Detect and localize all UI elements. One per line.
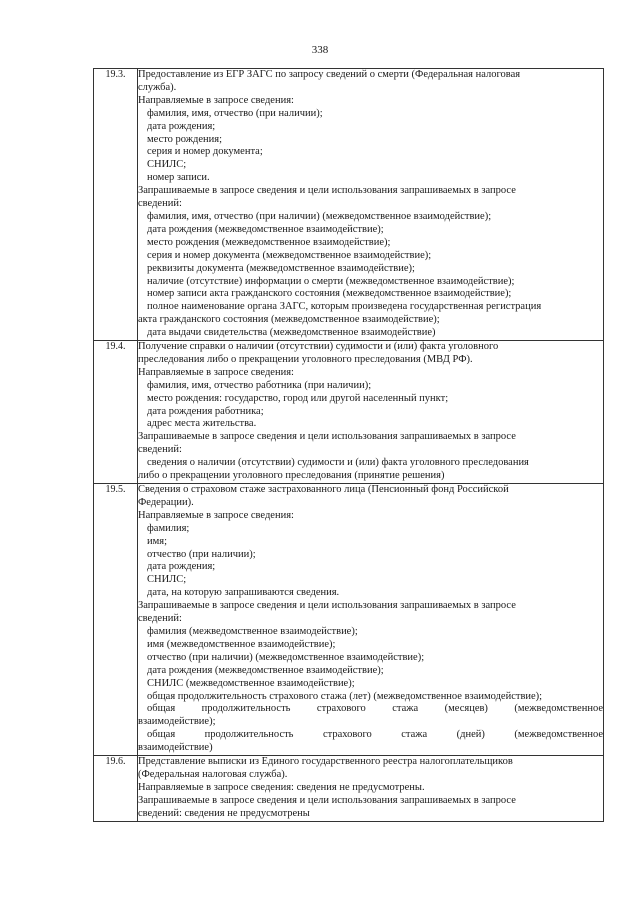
text-line: общая продолжительность страхового стажа (лет) (межведомственное взаимодействие); xyxy=(147,690,543,702)
text-line: сведений: xyxy=(138,198,182,210)
text-line: номер записи акта гражданского состояния (межведомственное взаимодействие); xyxy=(147,288,512,300)
row-number: 19.5. xyxy=(94,484,138,756)
requirements-table xyxy=(93,68,604,822)
text-line: Предоставление из ЕГР ЗАГС по запросу сведений о смерти (Федеральная налоговая xyxy=(138,69,521,80)
text-line: дата рождения; xyxy=(147,561,216,573)
text-line: место рождения; xyxy=(147,133,223,145)
text-line: дата выдачи свидетельства (межведомственное взаимодействие) xyxy=(147,327,436,339)
table-body xyxy=(94,69,604,822)
text-line: сведений: сведения не предусмотрены xyxy=(138,807,310,819)
text-line: серия и номер документа (межведомственное взаимодействие); xyxy=(147,249,432,261)
table-row xyxy=(94,484,604,756)
text-line: Направляемые в запросе сведения: xyxy=(138,366,294,378)
text-line: Представление выписки из Единого государственного реестра налогоплательщиков xyxy=(138,756,513,768)
row-content xyxy=(138,69,604,341)
row-number: 19.3. xyxy=(94,69,138,341)
text-line: место рождения: государство, город или другой населенный пункт; xyxy=(147,392,449,404)
text-line: общая продолжительность страхового стажа (месяцев) (межведомственное xyxy=(147,703,603,715)
text-line: дата рождения (межведомственное взаимодействие); xyxy=(147,223,384,235)
text-line: фамилия, имя, отчество (при наличии); xyxy=(147,107,323,119)
text-line: акта гражданского состояния (межведомственное взаимодействие); xyxy=(138,314,440,326)
text-line: взаимодействие) xyxy=(138,742,213,754)
text-line: сведений: xyxy=(138,613,182,625)
text-line: дата, на которую запрашиваются сведения. xyxy=(147,587,340,599)
text-line: Запрашиваемые в запросе сведения и цели использования запрашиваемых в запросе xyxy=(138,600,516,612)
text-line: фамилия, имя, отчество работника (при наличии); xyxy=(147,379,372,391)
text-line: служба). xyxy=(138,81,177,93)
text-line: номер записи. xyxy=(147,172,210,184)
text-line: СНИЛС; xyxy=(147,574,187,586)
text-line: фамилия; xyxy=(147,522,190,534)
text-line: наличие (отсутствие) информации о смерти (межведомственное взаимодействие); xyxy=(147,275,515,287)
text-line: место рождения (межведомственное взаимодействие); xyxy=(147,236,391,248)
text-line: (Федеральная налоговая служба). xyxy=(138,768,288,780)
table-row xyxy=(94,756,604,822)
text-line: дата рождения (межведомственное взаимодействие); xyxy=(147,664,384,676)
text-line: дата рождения; xyxy=(147,120,216,132)
text-line: Направляемые в запросе сведения: xyxy=(138,509,294,521)
row-number: 19.6. xyxy=(94,756,138,822)
text-line: Направляемые в запросе сведения: xyxy=(138,94,294,106)
text-line: дата рождения работника; xyxy=(147,405,264,417)
text-line: Сведения о страховом стаже застрахованного лица (Пенсионный фонд Российской xyxy=(138,484,509,495)
text-line: серия и номер документа; xyxy=(147,146,263,158)
text-line: сведений: xyxy=(138,444,182,456)
text-line: Получение справки о наличии (отсутствии) судимости и (или) факта уголовного xyxy=(138,341,499,353)
text-line: общая продолжительность страхового стажа (дней) (межведомственное xyxy=(147,729,603,741)
table-row xyxy=(94,341,604,484)
text-line: имя (межведомственное взаимодействие); xyxy=(147,638,336,650)
text-line: реквизиты документа (межведомственное взаимодействие); xyxy=(147,262,415,274)
text-line: отчество (при наличии) (межведомственное взаимодействие); xyxy=(147,651,425,663)
text-line: полное наименование органа ЗАГС, которым произведена государственная регистрация xyxy=(147,301,542,313)
text-line: сведения о наличии (отсутствии) судимости и (или) факта уголовного преследования xyxy=(147,457,529,469)
text-line: отчество (при наличии); xyxy=(147,548,256,560)
row-content xyxy=(138,341,604,484)
row-content xyxy=(138,756,604,822)
text-line: Направляемые в запросе сведения: сведения не предусмотрены. xyxy=(138,781,425,793)
text-line: Запрашиваемые в запросе сведения и цели использования запрашиваемых в запросе xyxy=(138,431,516,443)
text-line: СНИЛС (межведомственное взаимодействие); xyxy=(147,677,355,689)
row-number: 19.4. xyxy=(94,341,138,484)
text-line: взаимодействие); xyxy=(138,716,216,728)
text-line: преследования либо о прекращении уголовного преследования (МВД РФ). xyxy=(138,353,473,365)
text-line: фамилия (межведомственное взаимодействие); xyxy=(147,625,358,637)
text-line: Запрашиваемые в запросе сведения и цели использования запрашиваемых в запросе xyxy=(138,185,516,197)
text-line: Федерации). xyxy=(138,496,194,508)
text-line: либо о прекращении уголовного преследования (принятие решения) xyxy=(138,470,445,482)
text-line: фамилия, имя, отчество (при наличии) (межведомственное взаимодействие); xyxy=(147,210,492,222)
text-line: СНИЛС; xyxy=(147,159,187,171)
text-line: Запрашиваемые в запросе сведения и цели использования запрашиваемых в запросе xyxy=(138,794,516,806)
text-line: адрес места жительства. xyxy=(147,418,257,430)
table-row xyxy=(94,69,604,341)
page-number: 338 xyxy=(311,44,329,56)
text-line: имя; xyxy=(147,535,168,547)
row-content xyxy=(138,484,604,756)
